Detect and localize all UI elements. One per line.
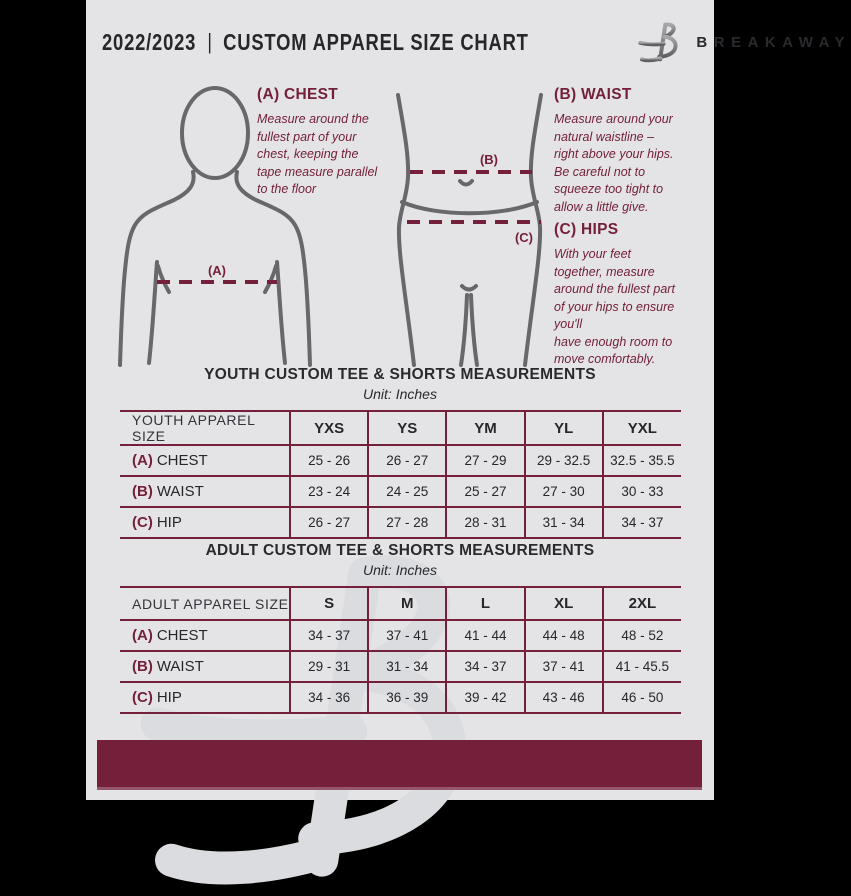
measurement-cell: 27 - 29 (446, 445, 524, 476)
size-header: YXL (603, 411, 681, 445)
hips-instruction-body: With your feet together, measure around the fullest part of your hips to ensure you'll have enough room to move comfortably. (554, 247, 675, 366)
lower-body-figure (392, 95, 547, 365)
breakaway-logo-icon (635, 20, 687, 64)
measure-label-cell (120, 651, 290, 682)
measure-prefix: (A) (132, 452, 153, 469)
measurement-cell: 34 - 36 (290, 682, 368, 713)
measure-label-cell (120, 445, 290, 476)
measurement-cell: 37 - 41 (525, 651, 603, 682)
measure-prefix: (B) (132, 658, 153, 675)
size-header: YL (525, 411, 603, 445)
measurement-cell: 46 - 50 (603, 682, 681, 713)
hips-instruction-heading: (C) HIPS (554, 221, 619, 238)
measurement-cell: 34 - 37 (290, 620, 368, 651)
measure-name: CHEST (156, 627, 208, 644)
measurement-cell: 29 - 32.5 (525, 445, 603, 476)
youth-unit-label: Unit: Inches (363, 386, 437, 402)
measure-name: WAIST (156, 483, 204, 500)
header-title-group (102, 29, 529, 56)
page-title: CUSTOM APPAREL SIZE CHART (223, 28, 529, 55)
size-chart-page (86, 0, 851, 800)
measure-name: HIP (156, 514, 182, 531)
measurement-cell: 34 - 37 (603, 507, 681, 538)
table-row (120, 620, 681, 651)
measurement-cell: 32.5 - 35.5 (603, 445, 681, 476)
adult-unit-label: Unit: Inches (363, 562, 437, 578)
measure-prefix: (A) (132, 627, 153, 644)
season-label: 2022/2023 (102, 28, 197, 55)
waist-instruction (554, 86, 712, 216)
chest-instruction (257, 86, 415, 199)
measurement-cell: 41 - 44 (446, 620, 524, 651)
measurement-cell: 29 - 31 (290, 651, 368, 682)
size-header: YM (446, 411, 524, 445)
adult-size-label-cell: ADULT APPAREL SIZE (132, 595, 289, 612)
youth-header-row (120, 411, 681, 445)
measurement-cell: 39 - 42 (446, 682, 524, 713)
measurement-cell: 23 - 24 (290, 476, 368, 507)
crotch-curve (462, 286, 476, 290)
hips-instruction (554, 221, 712, 369)
chest-instruction-heading: (A) CHEST (257, 86, 339, 103)
measure-name: CHEST (156, 452, 208, 469)
table-row (120, 682, 681, 713)
measure-prefix: (C) (132, 689, 153, 706)
right-armpit-notch (265, 266, 276, 292)
measurement-cell: 44 - 48 (525, 620, 603, 651)
adult-section-title: ADULT CUSTOM TEE & SHORTS MEASUREMENTS (205, 542, 595, 559)
measure-prefix: (C) (132, 514, 153, 531)
measurement-cell: 24 - 25 (368, 476, 446, 507)
brand-group (635, 20, 851, 64)
header-divider: | (207, 29, 212, 54)
right-shoulder-arm (236, 172, 310, 365)
measurement-cell: 27 - 30 (525, 476, 603, 507)
right-inner-leg (471, 295, 477, 365)
measurement-cell: 30 - 33 (603, 476, 681, 507)
size-header: S (290, 587, 368, 620)
measurement-cell: 37 - 41 (368, 620, 446, 651)
measure-name: HIP (156, 689, 182, 706)
footer-accent-bar (97, 740, 702, 790)
size-header: M (368, 587, 446, 620)
left-armpit-notch (158, 266, 169, 292)
table-row (120, 507, 681, 538)
measurement-cell: 34 - 37 (446, 651, 524, 682)
waist-instruction-heading: (B) WAIST (554, 86, 632, 103)
page-header (86, 22, 851, 62)
measurement-cell: 36 - 39 (368, 682, 446, 713)
youth-section-title: YOUTH CUSTOM TEE & SHORTS MEASUREMENTS (204, 366, 596, 383)
youth-size-label-cell: YOUTH APPAREL SIZE (132, 412, 255, 444)
waist-line-label: (B) (479, 152, 499, 167)
size-header: L (446, 587, 524, 620)
measurement-cell: 25 - 27 (446, 476, 524, 507)
measurement-cell: 26 - 27 (368, 445, 446, 476)
measure-label-cell (120, 620, 290, 651)
chest-instruction-body: Measure around the fullest part of your chest, keeping the tape measure parallel to the floor (257, 112, 378, 196)
measurement-cell: 41 - 45.5 (603, 651, 681, 682)
hip-line-label: (C) (514, 230, 534, 245)
measure-label-cell (120, 507, 290, 538)
size-header: 2XL (603, 587, 681, 620)
hip-waistband-curve (402, 202, 537, 213)
chest-line-label: (A) (207, 263, 227, 278)
table-row (120, 445, 681, 476)
adult-size-table (120, 586, 681, 714)
measure-label-cell (120, 682, 290, 713)
navel-mark (460, 181, 472, 185)
size-header: YS (368, 411, 446, 445)
measurement-cell: 28 - 31 (446, 507, 524, 538)
size-header: XL (525, 587, 603, 620)
measurement-cell: 31 - 34 (525, 507, 603, 538)
measurement-cell: 25 - 26 (290, 445, 368, 476)
brand-name: BREAKAWAY (696, 33, 851, 51)
waist-instruction-body: Measure around your natural waistline – right above your hips. Be careful not to squeeze too tight to allow a little give. (554, 112, 674, 214)
measure-label-cell (120, 476, 290, 507)
measurement-cell: 48 - 52 (603, 620, 681, 651)
left-inner-arm (149, 262, 157, 363)
table-row (120, 651, 681, 682)
size-header: YXS (290, 411, 368, 445)
youth-size-table (120, 410, 681, 539)
measurement-cell: 26 - 27 (290, 507, 368, 538)
head-outline (182, 88, 248, 178)
right-inner-arm (277, 262, 285, 363)
measure-name: WAIST (156, 658, 204, 675)
measurement-cell: 27 - 28 (368, 507, 446, 538)
measurement-cell: 31 - 34 (368, 651, 446, 682)
measure-prefix: (B) (132, 483, 153, 500)
left-inner-leg (461, 295, 467, 365)
table-row (120, 476, 681, 507)
measurement-cell: 43 - 46 (525, 682, 603, 713)
adult-header-row (120, 587, 681, 620)
